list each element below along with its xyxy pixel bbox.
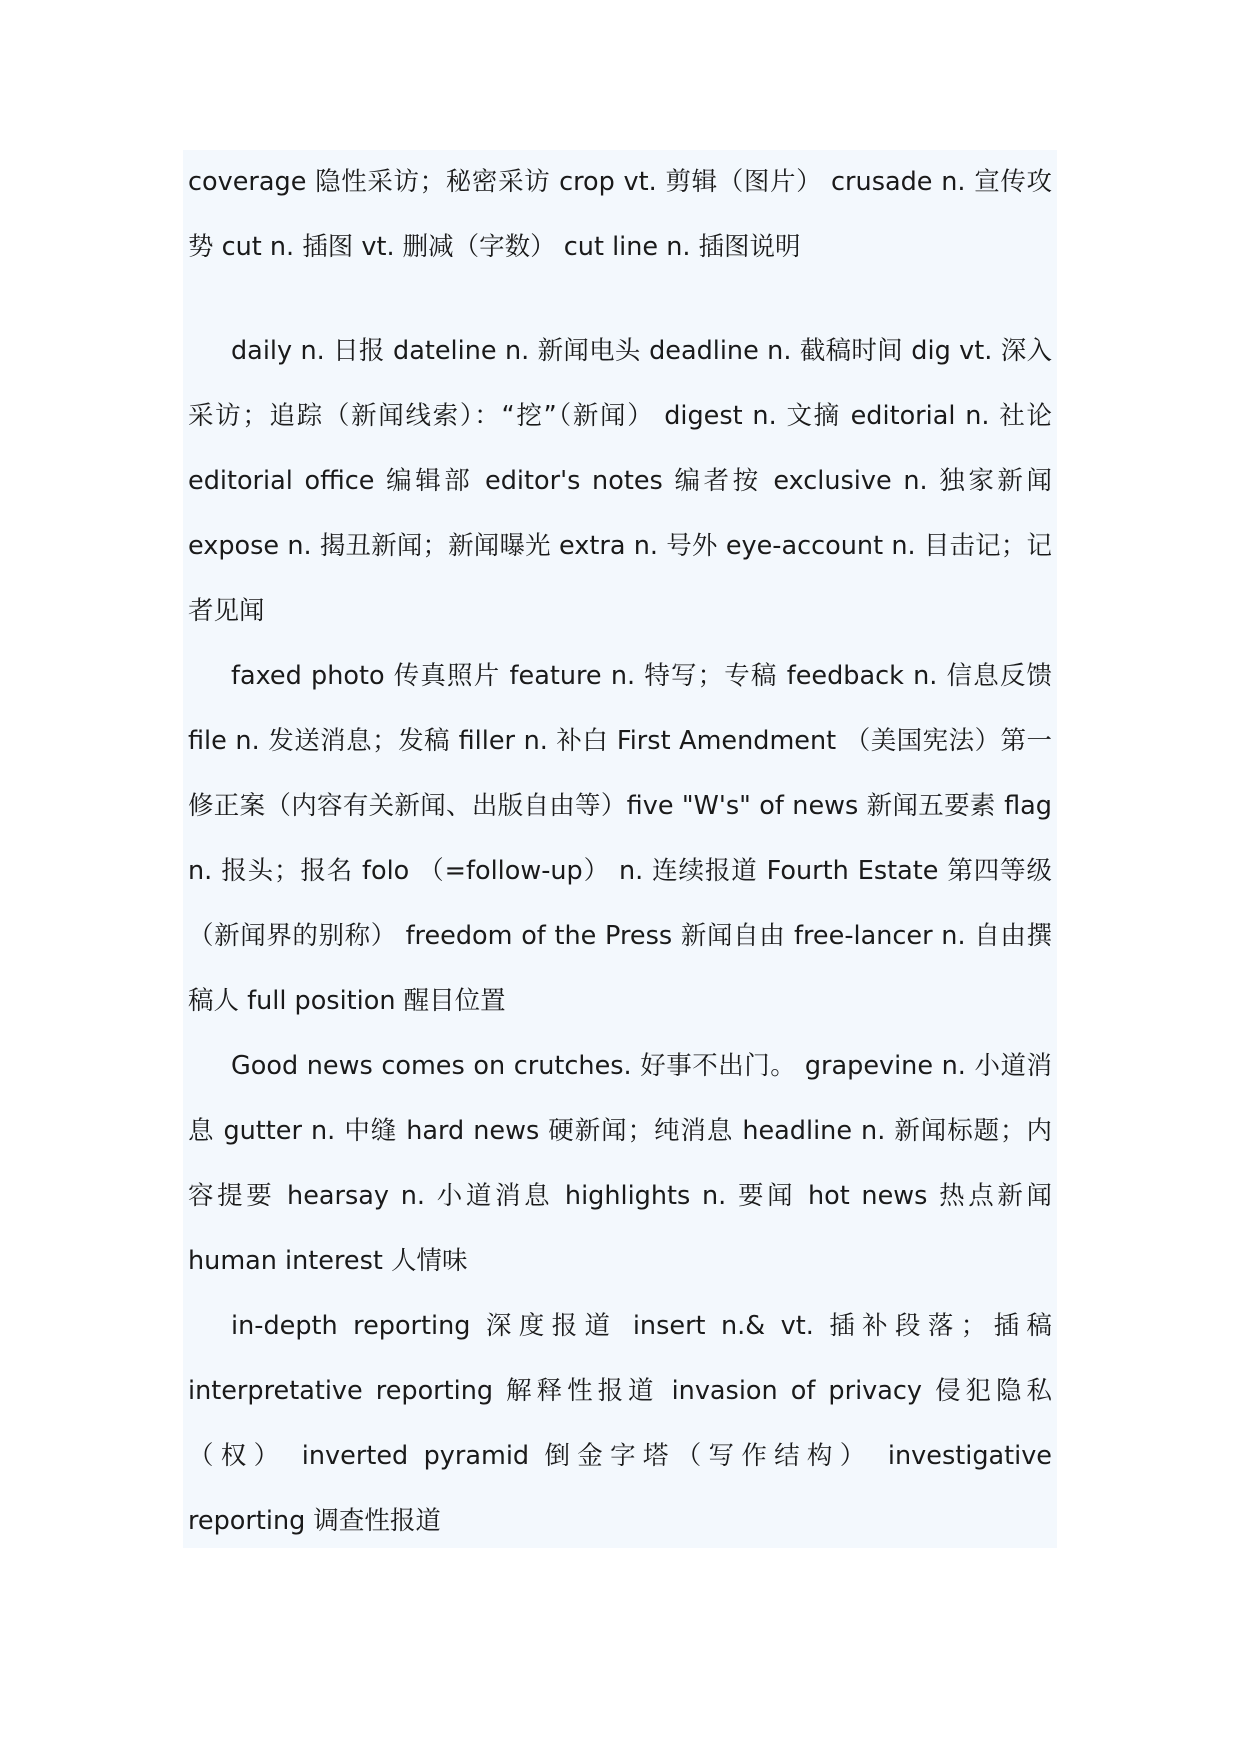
- glossary-paragraph-f: faxed photo 传真照片 feature n. 特写；专稿 feedback n. 信息反馈 file n. 发送消息；发稿 filler n. 补白 First Amendment （美国宪法）第一修正案（内容有关新闻、出版自由等）five "W's" of news 新闻五要素 flag n. 报头；报名 folo （=follow-up） n. 连续报道 Fourth Estate 第四等级（新闻界的别称） freedom of the Press 新闻自由 free-lancer n. 自由撰稿人 full position 醒目位置: [188, 661, 1052, 1016]
- glossary-paragraph-c: coverage 隐性采访；秘密采访 crop vt. 剪辑（图片） crusade n. 宣传攻势 cut n. 插图 vt. 删减（字数） cut line n. 插图说明: [188, 167, 1052, 262]
- paragraph-spacer: [188, 280, 1052, 319]
- glossary-paragraph-d-e: daily n. 日报 dateline n. 新闻电头 deadline n. 截稿时间 dig vt. 深入采访；追踪（新闻线索）：“挖”（新闻） digest n. 文摘 editorial n. 社论 editorial office 编辑部 editor's notes 编者按 exclusive n. 独家新闻 expose n. 揭丑新闻；新闻曝光 extra n. 号外 eye-account n. 目击记；记者见闻: [188, 336, 1052, 626]
- glossary-paragraph-i: in-depth reporting 深度报道 insert n.& vt. 插补段落；插稿 interpretative reporting 解释性报道 invasion of privacy 侵犯隐私（权） inverted pyramid 倒金字塔（写作结构） investigative reporting 调查性报道: [188, 1311, 1052, 1536]
- glossary-text-block: [188, 150, 1052, 1554]
- glossary-paragraph-g-h: Good news comes on crutches. 好事不出门。 grapevine n. 小道消息 gutter n. 中缝 hard news 硬新闻；纯消息 headline n. 新闻标题；内容提要 hearsay n. 小道消息 highlights n. 要闻 hot news 热点新闻 human interest 人情味: [188, 1051, 1052, 1276]
